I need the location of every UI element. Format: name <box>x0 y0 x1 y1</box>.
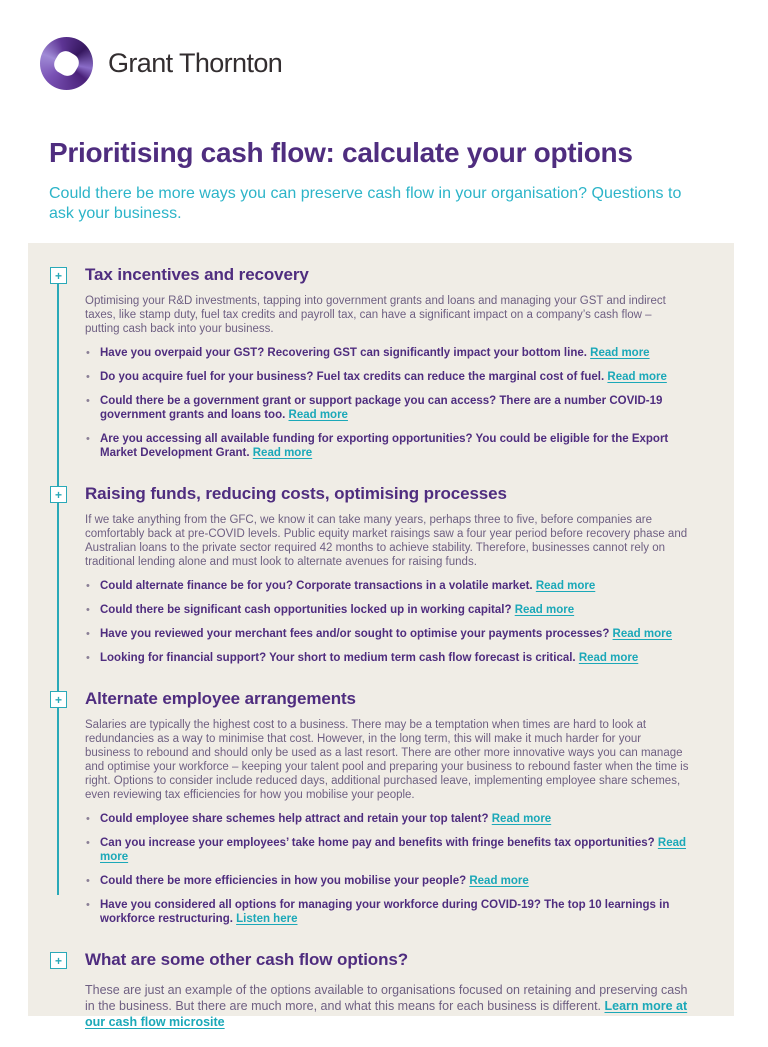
brand-name: Grant Thornton <box>108 48 283 78</box>
section-gutter <box>50 265 85 460</box>
section-body: If we take anything from the GFC, we know it can take many years, perhaps three to five, before companies are comfortably back at pre-COVID levels. Public equity market raisings saw a four year period before recovery phase and Australian loans to the private sector required 42 months to achieve stability. Therefore, businesses cannot rely on traditional lending alone and must look to alternate avenues for raising funds. <box>85 514 688 568</box>
page-subtitle: Could there be more ways you can preserve cash flow in your organisation? Questions to ask your business. <box>49 185 682 222</box>
section-content <box>85 950 689 1040</box>
section-content <box>85 484 689 665</box>
bullet-question: Could there be a government grant or support package you can access? There are a number COVID-19 government grants and loans too. <box>100 395 663 421</box>
bullet-question: Are you accessing all available funding for exporting opportunities? You could be eligible for the Export Market Development Grant. <box>100 433 669 459</box>
grant-thornton-swirl-icon <box>40 37 93 90</box>
read-more-link[interactable]: Read more <box>288 409 348 421</box>
section-raising-funds <box>50 484 689 665</box>
list-item <box>85 627 689 641</box>
section-content <box>85 265 689 460</box>
read-more-link[interactable]: Read more <box>535 580 596 592</box>
section-tax-incentives <box>50 265 689 460</box>
list-item <box>85 432 689 460</box>
bullet-list <box>85 812 689 926</box>
list-item <box>85 370 689 384</box>
list-item <box>85 898 689 926</box>
section-gutter <box>50 484 85 665</box>
section-heading: What are some other cash flow options? <box>85 950 409 969</box>
list-item <box>85 579 689 593</box>
list-item <box>85 836 689 864</box>
read-more-link[interactable]: Read more <box>612 628 672 640</box>
list-item <box>85 651 689 665</box>
section-body <box>85 982 689 1030</box>
content-panel <box>28 243 734 1029</box>
list-item <box>85 874 689 888</box>
section-heading: Tax incentives and recovery <box>85 265 309 284</box>
section-heading: Raising funds, reducing costs, optimising processes <box>85 484 507 503</box>
read-more-link[interactable]: Read more <box>469 875 529 887</box>
section-body: Optimising your R&D investments, tapping into government grants and loans and managing your GST and indirect taxes, like stamp duty, fuel tax credits and payroll tax, can have a significant impact on a company’s cash flow – putting cash back into your business. <box>85 295 666 335</box>
bullet-list <box>85 346 689 460</box>
read-more-link[interactable]: Read more <box>252 447 313 459</box>
bullet-question: Looking for financial support? Your short to medium term cash flow forecast is critical. <box>100 652 576 664</box>
section-employee-arrangements <box>50 689 689 926</box>
bullet-list <box>85 579 689 665</box>
section-gutter <box>50 950 85 1040</box>
closing-text: These are just an example of the options available to organisations focused on retaining and preserving cash in the business. But there are much more, and what this means for each business is different. <box>85 983 688 1013</box>
section-body: Salaries are typically the highest cost to a business. There may be a temptation when times are hard to look at redundancies as a way to minimise that cost. However, in the long term, this will make it much harder for your business to rebound and should only be used as a last resort. There are other more innovative ways you can manage and optimise your workforce – keeping your talent pool and preparing your business to rebound faster when the time is right. Options to consider include reduced days, additional purchased leave, implementing employee share schemes, even reviewing tax efficiencies for how you mobilise your people. <box>85 719 689 801</box>
section-gutter <box>50 689 85 926</box>
bullet-question: Could there be more efficiencies in how you mobilise your people? <box>100 875 467 887</box>
section-other-options <box>50 950 689 1040</box>
list-item <box>85 603 689 617</box>
bullet-question: Do you acquire fuel for your business? Fuel tax credits can reduce the marginal cost of fuel. <box>100 371 605 383</box>
read-more-link[interactable]: Read more <box>514 604 575 616</box>
expand-section-button[interactable]: + <box>50 267 67 284</box>
read-more-link[interactable]: Read more <box>100 837 687 863</box>
read-more-link[interactable]: Read more <box>578 652 639 664</box>
expand-section-button[interactable]: + <box>50 952 67 969</box>
list-item <box>85 812 689 826</box>
cash-flow-microsite-link[interactable]: Learn more at our cash flow microsite <box>85 999 688 1029</box>
expand-section-button[interactable]: + <box>50 691 67 708</box>
bullet-question: Could there be significant cash opportunities locked up in working capital? <box>100 604 512 616</box>
section-content <box>85 689 689 926</box>
list-item <box>85 346 689 360</box>
expand-section-button[interactable]: + <box>50 486 67 503</box>
grant-thornton-logo <box>40 37 768 90</box>
read-more-link[interactable]: Read more <box>590 347 650 359</box>
bullet-question: Could employee share schemes help attract and retain your top talent? <box>100 813 489 825</box>
section-heading: Alternate employee arrangements <box>85 689 356 708</box>
bullet-question: Have you overpaid your GST? Recovering GST can significantly impact your bottom line. <box>100 347 587 359</box>
page-header <box>0 0 768 90</box>
bullet-question: Can you increase your employees’ take home pay and benefits with fringe benefits tax opportunities? <box>100 837 655 849</box>
list-item <box>85 394 689 422</box>
bullet-question: Could alternate finance be for you? Corporate transactions in a volatile market. <box>100 580 533 592</box>
read-more-link[interactable]: Read more <box>491 813 552 825</box>
read-more-link[interactable]: Read more <box>607 371 667 383</box>
bullet-question: Have you considered all options for managing your workforce during COVID-19? The top 10 learnings in workforce restructuring. <box>100 899 670 925</box>
listen-here-link[interactable]: Listen here <box>236 913 298 925</box>
page-title: Prioritising cash flow: calculate your options <box>49 137 633 168</box>
bullet-question: Have you reviewed your merchant fees and/or sought to optimise your payments processes? <box>100 628 610 640</box>
